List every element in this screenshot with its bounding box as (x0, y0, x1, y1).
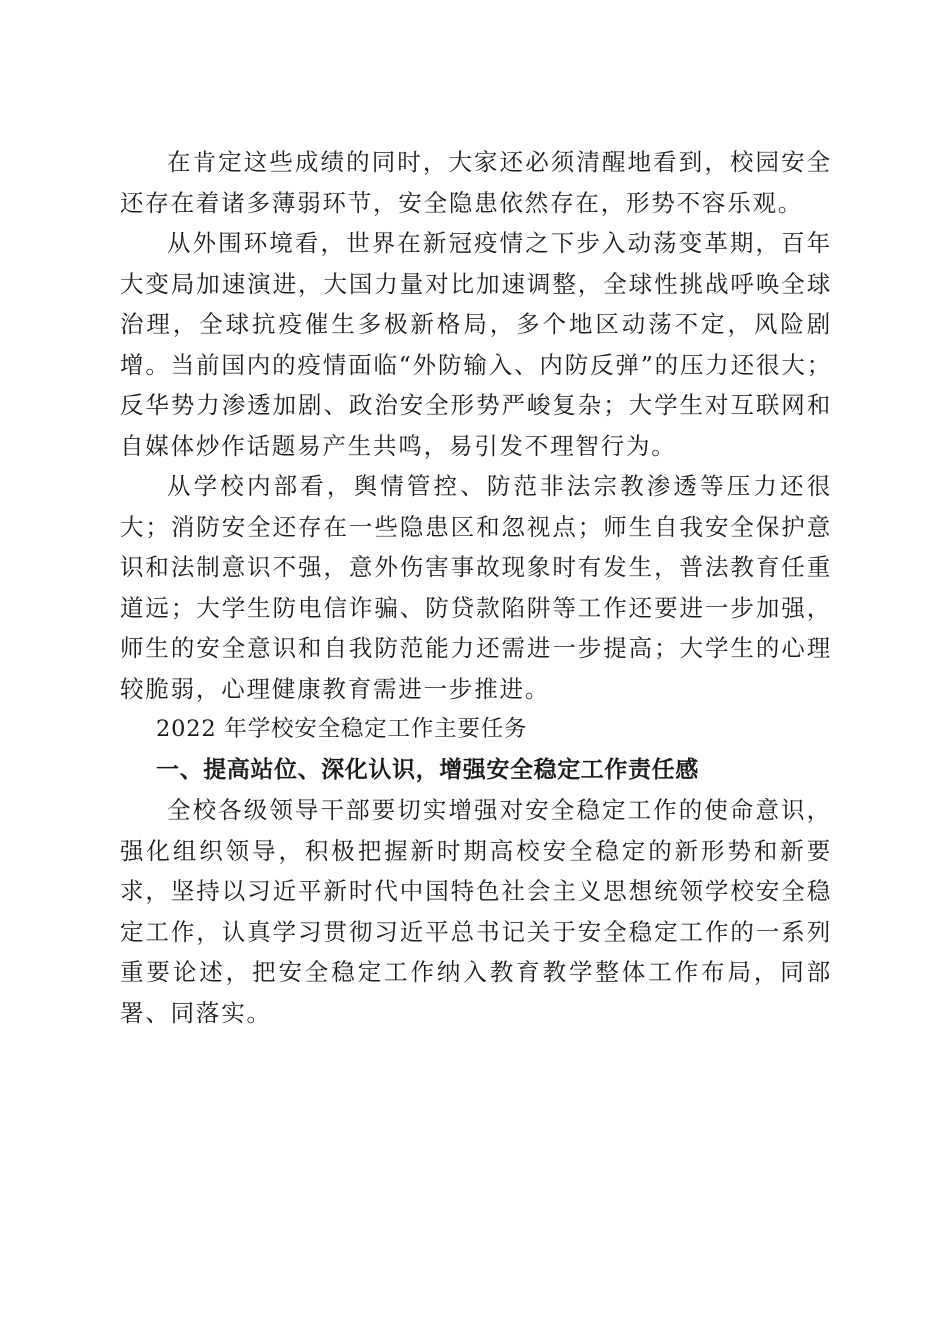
paragraph-leadership-responsibility: 全校各级领导干部要切实增强对安全稳定工作的使命意识，强化组织领导，积极把握新时期高校安全稳定的新形势和新要求，坚持以习近平新时代中国特色社会主义思想统领学校安全稳定工作，认真学习贯彻习近平总书记关于安全稳定工作的一系列重要论述，把安全稳定工作纳入教育教学整体工作布局，同部署、同落实。 (120, 796, 832, 1027)
section-subtitle: 2022 年学校安全稳定工作主要任务 (156, 716, 528, 742)
section-heading: 一、提高站位、深化认识，增强安全稳定工作责任感 (156, 756, 699, 783)
paragraph-external-environment: 从外围环境看，世界在新冠疫情之下步入动荡变革期，百年大变局加速演进，大国力量对比加速调整，全球性挑战呼唤全球治理，全球抗疫催生多极新格局，多个地区动荡不定，风险剧增。当前国内的疫情面临“外防输入、内防反弹”的压力还很大；反华势力渗透加剧、政治安全形势严峻复杂；大学生对互联网和自媒体炒作话题易产生共鸣，易引发不理智行为。 (120, 229, 832, 460)
paragraph-internal-situation: 从学校内部看，舆情管控、防范非法宗教渗透等压力还很大；消防安全还存在一些隐患区和忽视点；师生自我安全保护意识和法制意识不强，意外伤害事故现象时有发生，普法教育任重道远；大学生防电信诈骗、防贷款陷阱等工作还要进一步加强，师生的安全意识和自我防范能力还需进一步提高；大学生的心理较脆弱，心理健康教育需进一步推进。 (120, 472, 832, 703)
paragraph-campus-safety-weakness: 在肯定这些成绩的同时，大家还必须清醒地看到，校园安全还存在着诸多薄弱环节，安全隐患依然存在，形势不容乐观。 (120, 148, 832, 217)
document-body (120, 142, 832, 1033)
